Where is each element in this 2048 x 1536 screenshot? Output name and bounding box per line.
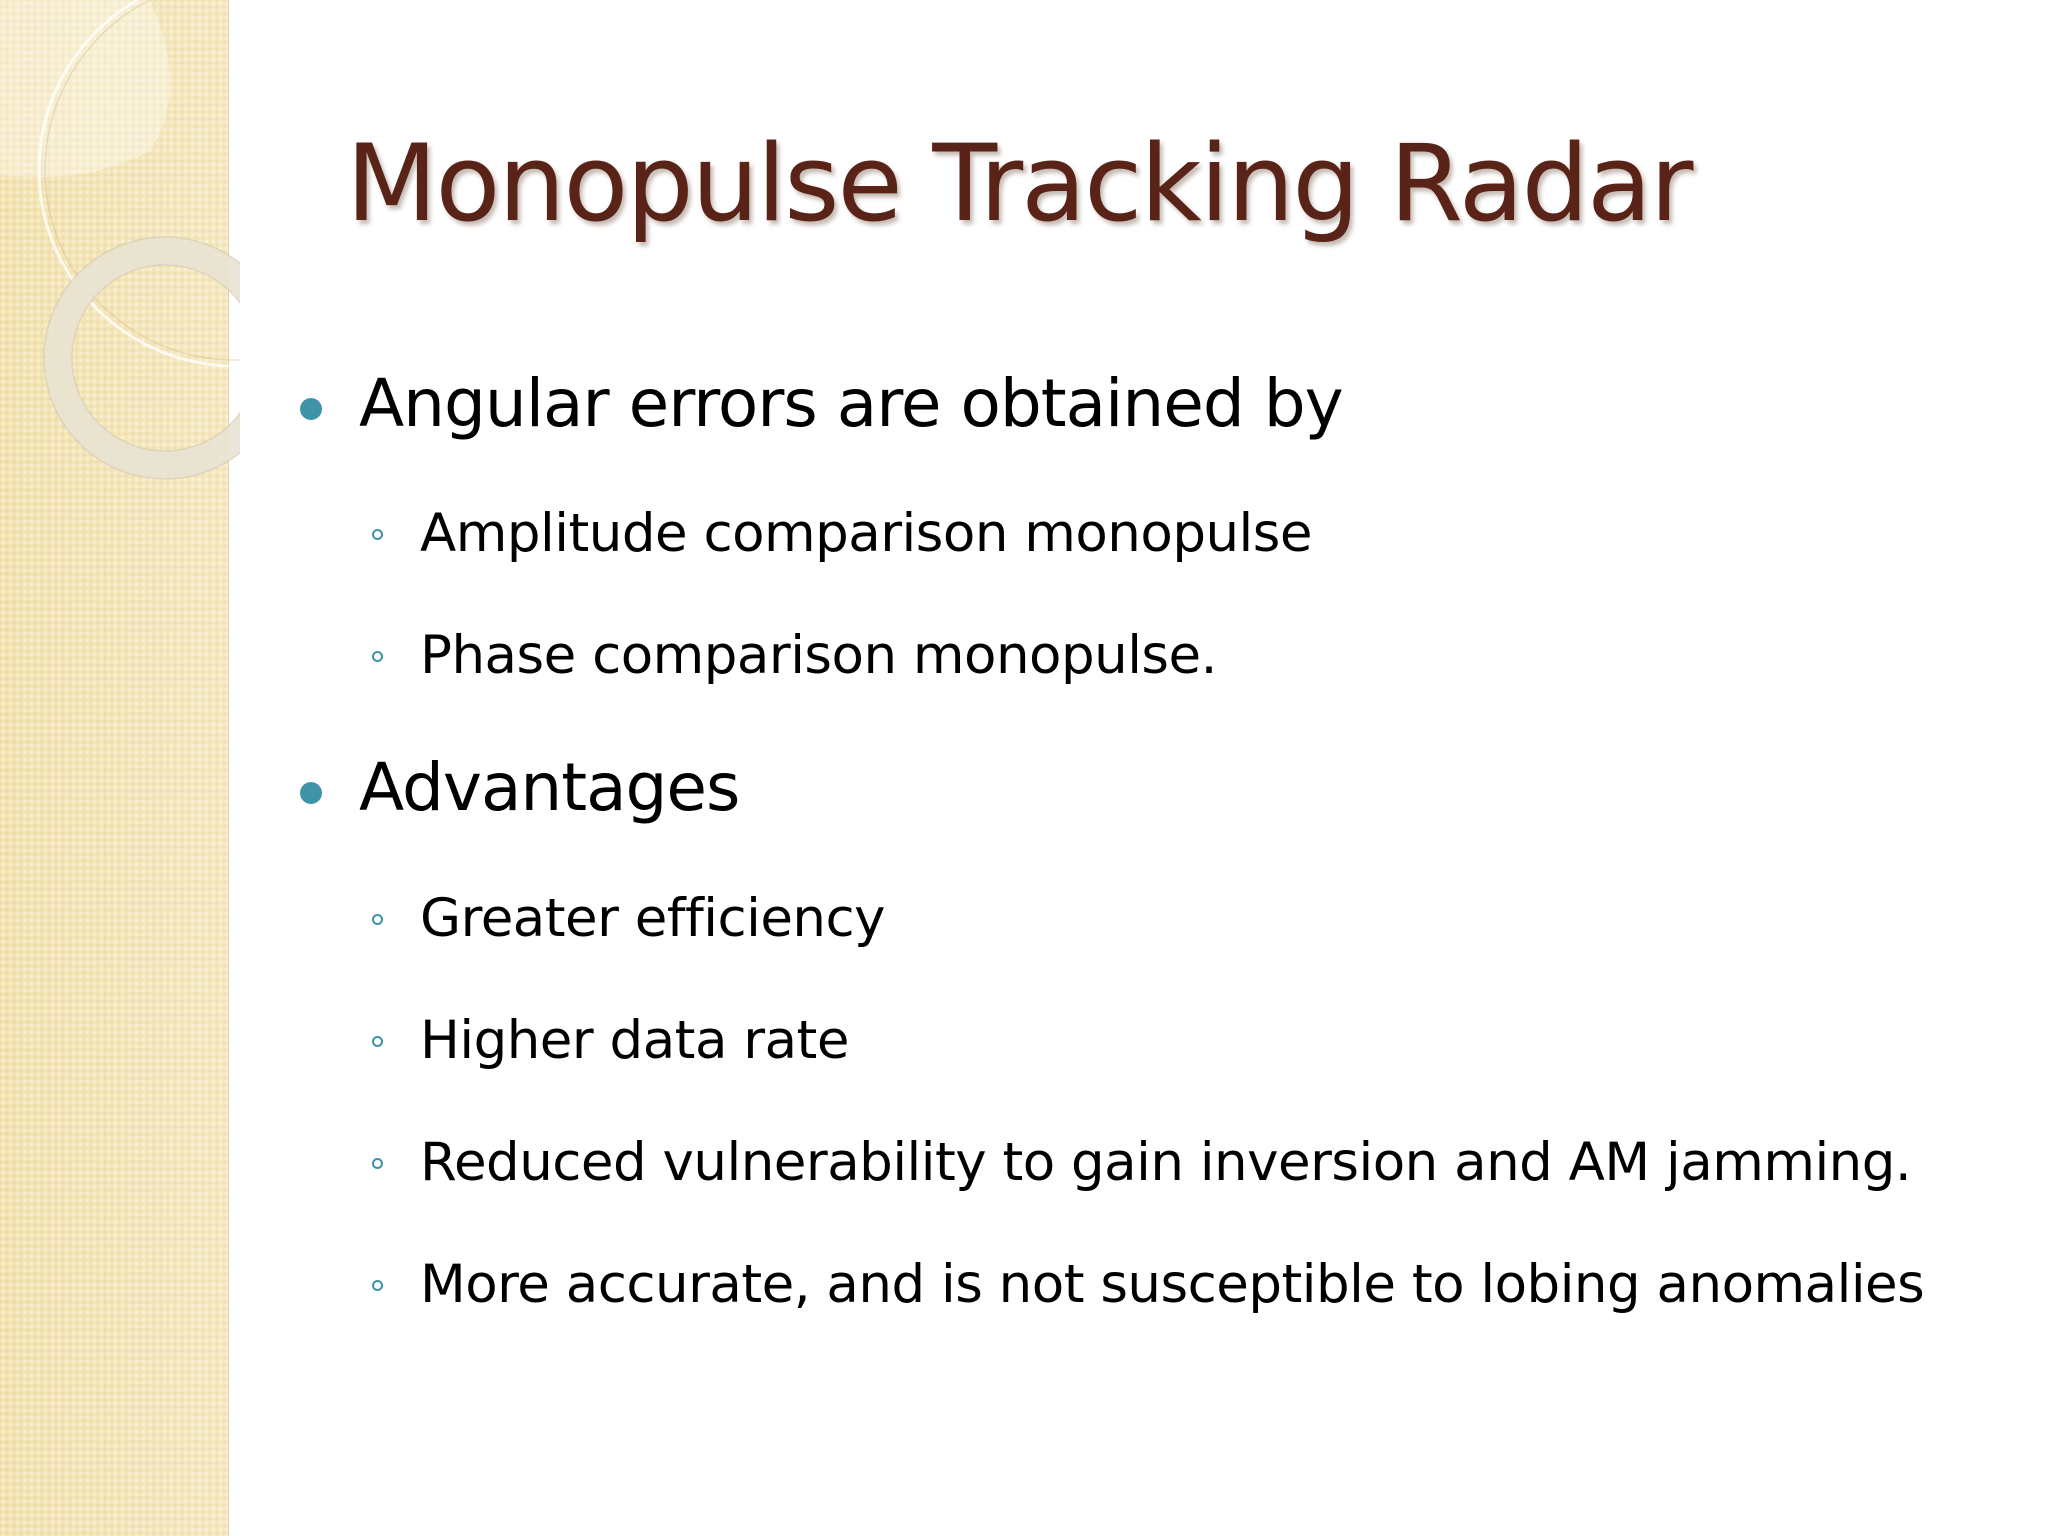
slide-title: Monopulse Tracking Radar [346, 122, 1692, 245]
sub-bullet-ring-icon [372, 914, 383, 925]
bullet-angular-errors: Angular errors are obtained by [359, 365, 1343, 442]
sub-bullet-ring-icon [372, 651, 383, 662]
sub-bullet-ring-icon [372, 1280, 383, 1291]
sub-bullet-ring-icon [372, 529, 383, 540]
subitem-reduced-vulnerability: Reduced vulnerability to gain inversion and AM jamming. [420, 1132, 1912, 1193]
bullet-dot-icon [300, 782, 322, 804]
sub-bullet-ring-icon [372, 1036, 383, 1047]
subitem-higher-data-rate: Higher data rate [420, 1010, 849, 1071]
bullet-advantages: Advantages [359, 749, 740, 826]
subitem-amplitude-comparison: Amplitude comparison monopulse [420, 503, 1313, 564]
bullet-dot-icon [300, 398, 322, 420]
subitem-phase-comparison: Phase comparison monopulse. [420, 625, 1218, 686]
subitem-greater-efficiency: Greater efficiency [420, 888, 886, 949]
decorative-circles-graphic [0, 0, 240, 520]
sub-bullet-ring-icon [372, 1158, 383, 1169]
subitem-more-accurate: More accurate, and is not susceptible to lobing anomalies [420, 1254, 1925, 1315]
